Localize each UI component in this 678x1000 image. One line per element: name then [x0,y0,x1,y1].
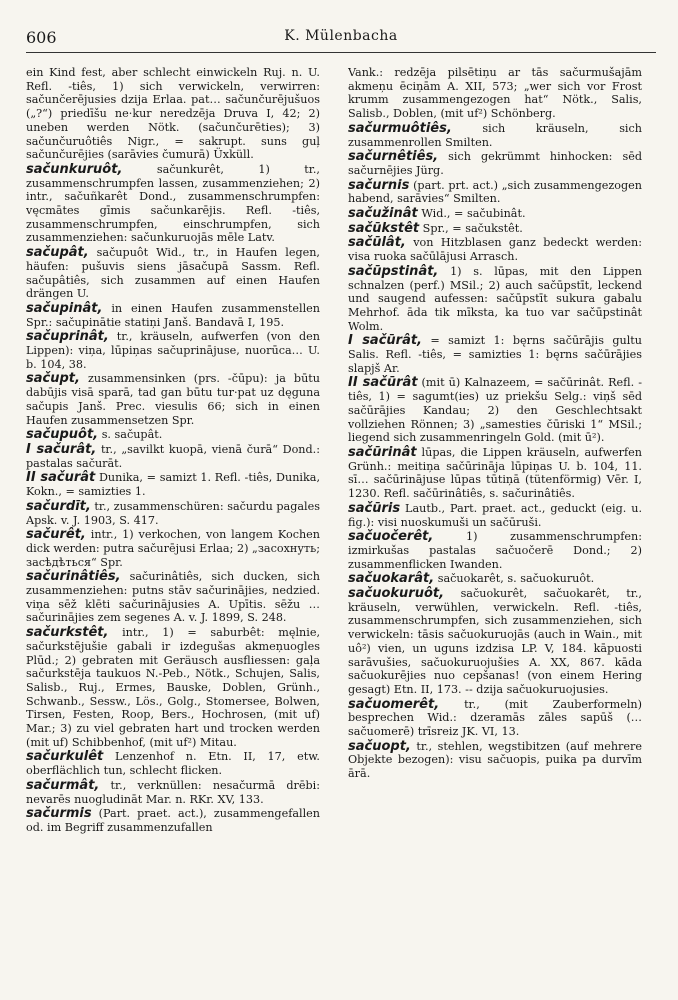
dictionary-entry [26,66,320,162]
dictionary-entry [26,750,320,777]
entry-text: in einen Haufen zusammenstellen Spr.: sačupinātie statiņi Janš. Bandavā I, 195. [26,301,320,329]
dictionary-entry [26,330,320,371]
running-title: K. Mülenbacha [284,28,398,44]
entry-headword: sačurinâtiês, [26,569,121,585]
right-column [348,66,642,986]
dictionary-entry [26,570,320,625]
entry-headword: sačurmis [26,806,92,822]
entry-text: Dunika, = samizt 1. Refl. -tiês, Dunika, Kokn., = samizties 1. [26,471,320,499]
entry-headword: sačupt, [26,371,80,387]
entry-headword: sačužinât [348,206,418,222]
entry-text: 1) s. lūpas, mit den Lippen schnalzen (perf.) MSil.; 2) auch sačūpstīt, leckend und saugend aufessen: sačūpstīt sukura gabalu Mehrhof. āda tik mīksta, ka tuo var sačūpstinât Wolm. [348,264,642,333]
dictionary-entry [348,122,642,149]
entry-text: tr., stehlen, wegstibitzen (auf mehrere Objekte bezogen): visu sačuopis, puika pa durvīm ārā. [348,739,642,781]
entry-text: zusammensinken (prs. -čūpu): ja būtu dabūjis visā sparā, tad gan būtu tur·pat uz dęguna sačupis Janš. Prec. viesulis 66; sich in einen Haufen zusammensetzen Spr. [26,372,320,427]
entry-headword: sačupinât, [26,300,103,316]
entry-headword: sačuomerêt, [348,696,440,712]
entry-text: tr., kräuseln, aufwerfen (von den Lippen): viņa, lūpiņas sačuprinājuse, nuorūca… U. b. 104, 38. [26,330,320,371]
dictionary-entry [26,779,320,806]
entry-headword: sačurdīt, [26,498,91,514]
entry-headword: I sačūrât, [348,333,423,349]
entry-headword: sačūpstinât, [348,263,439,279]
page-header [26,26,656,53]
entry-headword: sačūkstêt [348,220,420,236]
entry-text: sačuokarêt, s. sačuokuruôt. [437,572,595,586]
entry-text: tr., (mit Zauberformeln) besprechen Wid.: dzeramās zāles sapūš (…sačuomerē) trīsreiz JK. VI, 13. [348,697,642,739]
dictionary-entry [348,530,642,571]
entry-text: s. sačupât. [101,428,163,442]
entry-headword: sačuprinât, [26,329,109,345]
entry-text: sich kräuseln, sich zusammenrollen Smilten. [348,121,642,149]
dictionary-entry [348,334,642,375]
entry-text: sich gekrümmt hinhocken: sēd sačurnējies Jürg. [348,150,642,177]
entry-text: sačunkurêt, 1) tr., zusammenschrumpfen lassen, zusammenziehen; 2) intr., sačuñkarêt Dond., zusammenschrumpfen: vęcmātes gīmis sačunkarējis. Refl. -tiês, zusammenschrumpfen, einschrumpfen, sich zusammenziehen: sačunkuruojās mēle Latv. [26,162,320,245]
entry-text: von Hitzblasen ganz bedeckt werden: visa ruoka sačūlājusi Arrasch. [348,236,642,264]
dictionary-entry [348,740,642,781]
entry-text: 1) zusammenschrumpfen: izmirkušas pastalas sačuočerē Dond.; 2) zusammenflicken Iwanden. [348,530,642,571]
entry-headword: sačurkstêt, [26,625,109,641]
entry-text: (part. prt. act.) „sich zusammengezogen habend, sarāvies“ Smilten. [348,178,642,206]
entry-text: (mit ū) Kalnazeem, = sačūrinât. Refl. -tiês, 1) = sagumt(ies) uz priekšu Selg.: viņš sēd sačūrājies Kandau; 2) den Geschlechtsakt vollziehen Rönnen; 3) „samesties čūriski 1“ MSil.; liegend sich zusammenringeln Gold. (mit ū²). [348,376,642,445]
entry-headword: sačūris [348,500,401,516]
dictionary-entry [26,471,320,498]
dictionary-entry [26,163,320,245]
entry-headword: II sačūrât [348,375,418,391]
entry-headword: sačurmuôtiês, [348,120,452,136]
entry-text: sačupuôt Wid., tr., in Haufen legen, häufen: pušuvis siens jāsačupā Sassm. Refl. sačupâtiês, sich zusammen auf einen Haufen drängen U. [26,246,320,301]
dictionary-entry [348,587,642,697]
entry-text: Lautb., Part. praet. act., geduckt (eig. u. fig.): visi nuoskumuši un sačūruši. [348,501,642,529]
entry-headword: sačūrinât [348,444,417,460]
dictionary-entry [348,502,642,529]
entry-text: sačuokurêt, sačuokarêt, tr., kräuseln, verwühlen, verwickeln. Refl. -tiês, zusammenschrumpfen, sich zusammenziehen, sich verwickeln: tāsis sačuokuruojās (auch in Wain., mit uô²) vien, un uguns izdzisa LP. V, 184. kāpuosti sarāvušies, sačuokuruojušies A. XX, 867. kāda sačuokurējies nuo cepšanas! (von einem Hering gesagt) Etn. II, 173. -- dzija sačuokuruojusies. [348,587,642,696]
dictionary-entry [348,265,642,334]
dictionary-entry [26,500,320,527]
entry-text: ein Kind fest, aber schlecht einwickeln Ruj. n. U. Refl. -tiês, 1) sich verwickeln, verwirren: sačunčerējusies dzija Erlaa. pat… sačunčurējušuos („?“) priedīšu ne·kur neredzēja Druva I, 42; 2) uneben werden Nötk. (sačunčurēties); 3) sačunčuruôtiês Nigr., = sakrupt. suns guļ sačunčurējies (sarāvies čumurā) Üxküll. [26,66,320,162]
dictionary-entry [26,528,320,569]
dictionary-entry [26,807,320,834]
entry-text: intr., 1) = saburbêt: męlnie, sačurkstējušie gabali ir izdegušas akmeņuogles Plūd.; 2) gebraten mit Geräusch ausfliessen: gaļa sačurkstēja taukuos N.-Peb., Nötk., Schujen, Salis, Salisb., Ruj., Ermes, Bauske, Doblen, Grünh., Schwanb., Sessw., Lös., Golg., Stomersee, Bolwen, Tirsen, Festen, Roop, Bers., Hochrosen, (mit uf) Mar.; 3) zu viel gebraten hart und trocken werden (mit uf) Schibbenhof, (mit uf²) Mitau. [26,626,320,749]
dictionary-entry [348,150,642,177]
dictionary-entry [26,302,320,329]
entry-text: Spr., = sačukstêt. [422,221,523,235]
dictionary-entry [348,179,642,206]
entry-headword: sačurkulêt [26,749,104,765]
page-number: 606 [26,28,57,47]
dictionary-entry [26,428,320,442]
entry-headword: I sačurât, [26,441,97,457]
entry-headword: II sačurât [26,470,96,486]
entry-text: Wid., = sačubinât. [421,207,526,221]
entry-text: Vank.: redzēja pilsētiņu ar tās sačurmušajām akmeņu ēciņām A. XII, 573; „wer sich vor Frost krumm zusammengezogen hat“ Nötk., Salis, Salisb., Doblen, (mit uf²) Schönberg. [348,66,642,121]
left-column [26,66,320,986]
dictionary-entry [348,222,642,236]
entry-headword: sačupuôt, [26,427,99,443]
dictionary-entry [348,236,642,263]
entry-text: intr., 1) verkochen, von langem Kochen dick werden: putra sačurējusi Erlaa; 2) „засохнуть; засѣдѣться“ Spr. [26,528,320,569]
entry-text: Lenzenhof n. Etn. II, 17, etw. oberflächlich tun, schlecht flicken. [26,750,320,778]
entry-headword: sačurnis [348,177,410,193]
entry-text: = samizt 1: bęrns sačūrājis gultu Salis. Refl. -tiês, = samizties 1: bęrns sačūrājies slapjš Ar. [348,334,642,375]
dictionary-entry [348,376,642,445]
entry-text: sačurinâtiês, sich ducken, sich zusammenziehen: putns stāv sačurinājies, nedzied. viņa sēž klēti sačurinājusies A. Upītis. sēžu … sačurinājies zem segenes A. v. J. 1899, S. 248. [26,570,320,625]
entry-headword: sačuokuruôt, [348,586,445,602]
dictionary-entry [348,66,642,121]
dictionary-entry [348,572,642,586]
entry-headword: sačuokarât, [348,571,435,587]
entry-headword: sačūlât, [348,235,406,251]
entry-headword: sačurêt, [26,527,86,543]
entry-text: tr., zusammenschüren: sačurdu pagales Apsk. v. J. 1903, S. 417. [26,499,320,527]
entry-headword: sačuopt, [348,738,411,754]
entry-headword: sačurmât, [26,777,100,793]
dictionary-entry [348,207,642,221]
entry-headword: sačurnêtiês, [348,149,439,165]
entry-headword: sačuočerêt, [348,529,434,545]
entry-headword: sačunkuruôt, [26,161,123,177]
entry-text: lūpas, die Lippen kräuseln, aufwerfen Grünh.: meitiņa sačūrināja lūpiņas U. b. 104, 11. sī… sačūrinājuse lūpas tūtiņā (tütenförmig) Vēr. I, 1230. Refl. sačūrinâtiês, s. sačurinâtiês. [348,445,642,501]
dictionary-entry [26,626,320,749]
dictionary-entry [26,246,320,301]
entry-headword: sačupât, [26,245,89,261]
entry-text: (Part. praet. act.), zusammengefallen od. im Begriff zusammenzufallen [26,807,320,834]
dictionary-entry [348,698,642,739]
dictionary-entry [348,446,642,501]
entry-text: tr., verknüllen: nesačurmā drēbi: nevarēs nuogludināt Mar. n. RKr. XV, 133. [26,778,320,806]
entry-text: tr., „savilkt kuopā, vienā čurā“ Dond.: pastalas sačurāt. [26,442,320,470]
dictionary-entry [26,372,320,427]
dictionary-entry [26,443,320,470]
